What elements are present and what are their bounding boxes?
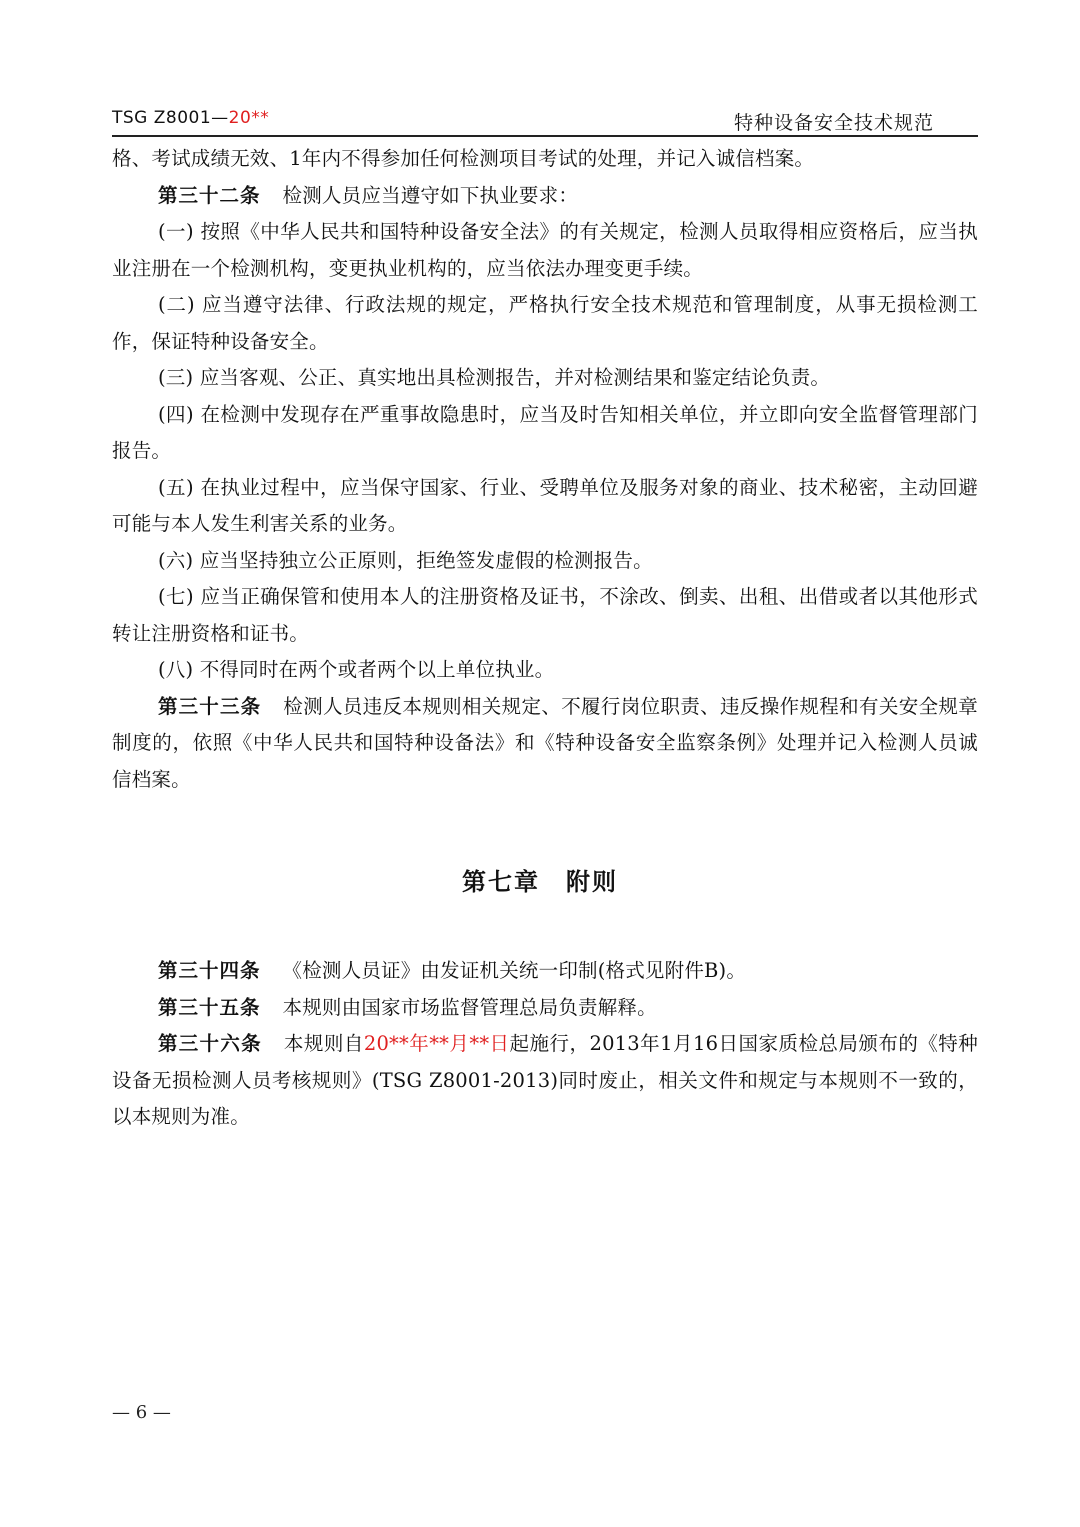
standard-code-prefix: TSG Z8001— [112,108,229,128]
article-36-label: 第三十六条 [158,1032,262,1055]
chapter-title: 附则 [566,868,618,896]
article-32-label: 第三十二条 [158,183,261,207]
article-36-date: 20**年**月**日 [363,1032,510,1055]
article-35-label: 第三十五条 [158,995,261,1019]
article-33 [112,689,978,799]
page-header [112,108,978,136]
article-32 [112,178,978,215]
article-32-item-3: (三) 应当客观、公正、真实地出具检测报告，并对检测结果和鉴定结论负责。 [158,366,831,389]
standard-code [112,108,269,128]
chapter-heading [0,862,1080,897]
supplementary-text [112,953,978,1136]
article-32-text: 检测人员应当遵守如下执业要求： [282,183,579,207]
main-text [112,141,978,798]
article-36-post: 起施行，2013年1月16日国家质检总局颁布的《特种设备无损检测人员考核规则》(TSG Z8001-2013)同时废止，相关文件和规定与本规则不一致的，以本规则为准。 [112,1032,978,1128]
article-33-text: 检测人员违反本规则相关规定、不履行岗位职责、违反操作规程和有关安全规章制度的，依照《中华人民共和国特种设备法》和《特种设备安全监察条例》处理并记入检测人员诚信档案。 [112,694,978,791]
chapter-number: 第七章 [462,868,540,896]
article-32-item-8: (八) 不得同时在两个或者两个以上单位执业。 [158,658,555,681]
article-32-item-2: (二) 应当遵守法律、行政法规的规定，严格执行安全技术规范和管理制度，从事无损检测工作，保证特种设备安全。 [112,293,978,353]
article-36-pre: 本规则自 [283,1032,364,1055]
article-32-item-4: (四) 在检测中发现存在严重事故隐患时，应当及时告知相关单位，并立即向安全监督管理部门报告。 [112,402,978,462]
article-32-item-5: (五) 在执业过程中，应当保守国家、行业、受聘单位及服务对象的商业、技术秘密，主动回避可能与本人发生利害关系的业务。 [112,475,978,535]
article-35-text: 本规则由国家市场监督管理总局负责解释。 [282,995,657,1019]
article-34 [112,953,978,990]
article-32-item-7: (七) 应当正确保管和使用本人的注册资格及证书，不涂改、倒卖、出租、出借或者以其他形式转让注册资格和证书。 [112,585,978,645]
article-34-text: 《检测人员证》由发证机关统一印制(格式见附件B)。 [282,959,747,982]
continued-paragraph: 格、考试成绩无效、1年内不得参加任何检测项目考试的处理，并记入诚信档案。 [112,147,815,170]
article-34-label: 第三十四条 [158,959,261,982]
standard-code-year: 20** [228,108,270,128]
article-32-item-6: (六) 应当坚持独立公正原则，拒绝签发虚假的检测报告。 [158,548,653,572]
article-33-label: 第三十三条 [158,694,262,718]
header-divider [112,135,978,137]
article-36 [112,1026,978,1136]
article-32-item-1: (一) 按照《中华人民共和国特种设备安全法》的有关规定，检测人员取得相应资格后，应当执业注册在一个检测机构，变更执业机构的，应当依法办理变更手续。 [112,220,978,280]
page-number: — 6 — [112,1402,171,1423]
header-title: 特种设备安全技术规范 [733,112,934,134]
article-35 [112,990,978,1027]
